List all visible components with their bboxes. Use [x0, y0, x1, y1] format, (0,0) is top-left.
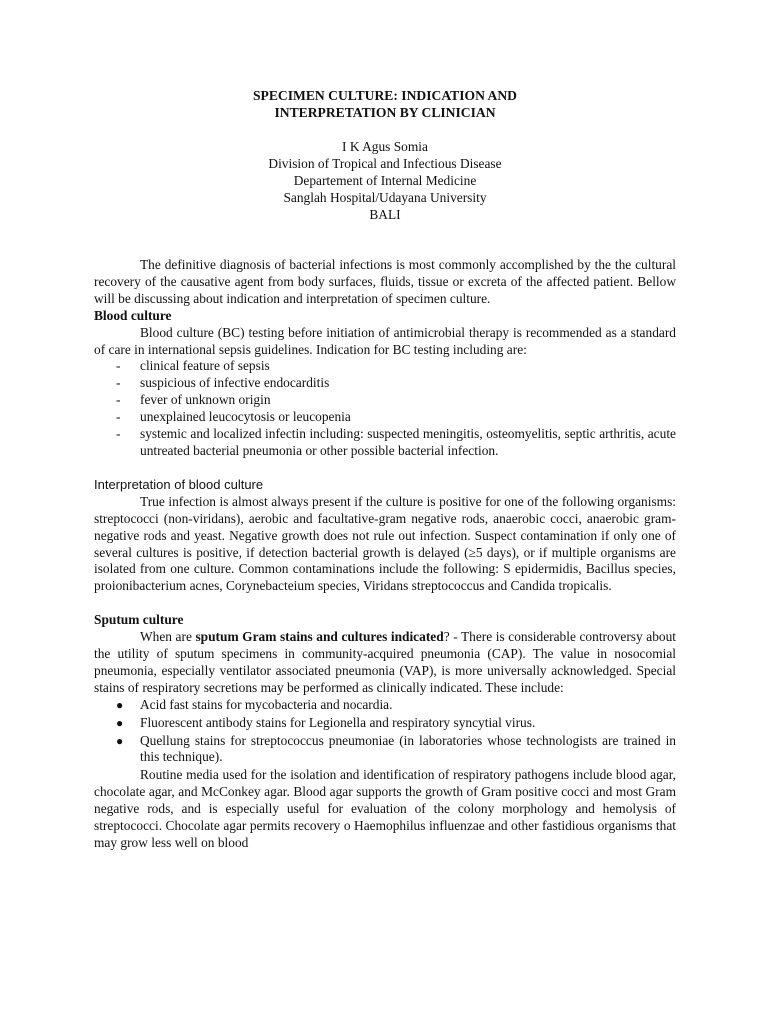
- list-item-text: fever of unknown origin: [140, 392, 271, 408]
- list-item-text: clinical feature of sepsis: [140, 358, 270, 374]
- spacer: [94, 223, 676, 240]
- dash-bullet: -: [116, 392, 121, 408]
- list-item: [94, 733, 676, 767]
- round-bullet: ●: [116, 715, 124, 730]
- list-item-text: suspicious of infective endocarditis: [140, 375, 330, 391]
- spacer: [94, 460, 676, 477]
- document-title: [94, 87, 676, 121]
- list-item-text: Quellung stains for streptococcus pneumoniae (in laboratories whose technologists are trained in this technique).: [140, 732, 676, 765]
- title-line-2: INTERPRETATION BY CLINICIAN: [274, 105, 496, 120]
- sputum-paragraph-2: Routine media used for the isolation and identification of respiratory pathogens include blood agar, chocolate agar, and McConkey agar. Blood agar supports the growth of Gram positive cocci and most Gram negative rods, and is especially useful for evaluation of the colony morphology and hemolysis of streptococci. Chocolate agar permits recovery o Haemophilus influenzae and other fastidious organisms that may grow less well on blood: [94, 767, 676, 850]
- list-item: [94, 697, 676, 714]
- dash-bullet: -: [116, 409, 121, 425]
- sputum-paragraph-1: [94, 629, 676, 697]
- list-item-text: systemic and localized infectin including: suspected meningitis, osteomyelitis, septic arthritis, acute untreated bacterial pneumonia or other possible bacterial infection.: [140, 426, 676, 458]
- round-bullet: ●: [116, 697, 124, 712]
- list-item: [94, 358, 676, 375]
- list-item: [94, 715, 676, 732]
- special-stains-list: [94, 697, 676, 767]
- sputum-text-after: ? - There is considerable controversy about the utility of sputum specimens in community-acquired pneumonia (CAP). The value in nosocomial pneumonia, especially ventilator associated pneumonia (VAP), is more universally acknowledged. Special stains of respiratory secretions may be performed as clinically indicated. These include:: [94, 629, 677, 695]
- interpretation-heading: Interpretation of blood culture: [94, 476, 264, 492]
- author-location: BALI: [369, 207, 401, 222]
- spacer: [94, 595, 676, 612]
- blood-culture-paragraph: Blood culture (BC) testing before initiation of antimicrobial therapy is recommended as a standard of care in international sepsis guidelines. Indication for BC testing including are:: [94, 324, 676, 357]
- title-line-1: SPECIMEN CULTURE: INDICATION AND: [253, 88, 517, 103]
- document-page: [94, 87, 676, 852]
- list-item: [94, 426, 676, 460]
- dash-bullet: -: [116, 426, 121, 442]
- list-item-text: Acid fast stains for mycobacteria and nocardia.: [140, 696, 393, 712]
- dash-bullet: -: [116, 358, 121, 374]
- blood-culture-heading: Blood culture: [94, 307, 172, 323]
- author-hospital: Sanglah Hospital/Udayana University: [283, 190, 487, 205]
- author-block: [94, 138, 676, 223]
- sputum-text-before: When are: [140, 629, 196, 645]
- list-item: [94, 409, 676, 426]
- sputum-culture-heading: Sputum culture: [94, 612, 184, 628]
- author-department: Departement of Internal Medicine: [293, 173, 477, 188]
- sputum-bold-phrase: sputum Gram stains and cultures indicated: [195, 629, 444, 645]
- blood-culture-indication-list: [94, 358, 676, 459]
- dash-bullet: -: [116, 375, 121, 391]
- spacer: [94, 240, 676, 257]
- list-item: [94, 375, 676, 392]
- list-item-text: unexplained leucocytosis or leucopenia: [140, 409, 351, 425]
- list-item-text: Fluorescent antibody stains for Legionella and respiratory syncytial virus.: [140, 714, 536, 730]
- author-division: Division of Tropical and Infectious Disease: [268, 156, 502, 171]
- interpretation-paragraph: True infection is almost always present if the culture is positive for one of the following organisms: streptococci (non-viridans), aerobic and facultative-gram negative rods, anaerobic cocci, anaerobic gram-negative rods and yeast. Negative growth does not rule out infection. Suspect contamination if only one of several cultures is positive, if detection bacterial growth is delayed (≥5 days), or if multiple organisms are isolated from one culture. Common contaminations include the following: S epidermidis, Bacillus species, proionibacterium acnes, Corynebacteium species, Viridans streptococcus and Candida tropicalis.: [94, 493, 676, 594]
- author-name: I K Agus Somia: [342, 139, 428, 154]
- list-item: [94, 392, 676, 409]
- round-bullet: ●: [116, 733, 124, 748]
- intro-paragraph: The definitive diagnosis of bacterial infections is most commonly accomplished by the the cultural recovery of the causative agent from body surfaces, fluids, tissue or excreta of the affected patient. Bellow will be discussing about indication and interpretation of specimen culture.: [94, 257, 676, 306]
